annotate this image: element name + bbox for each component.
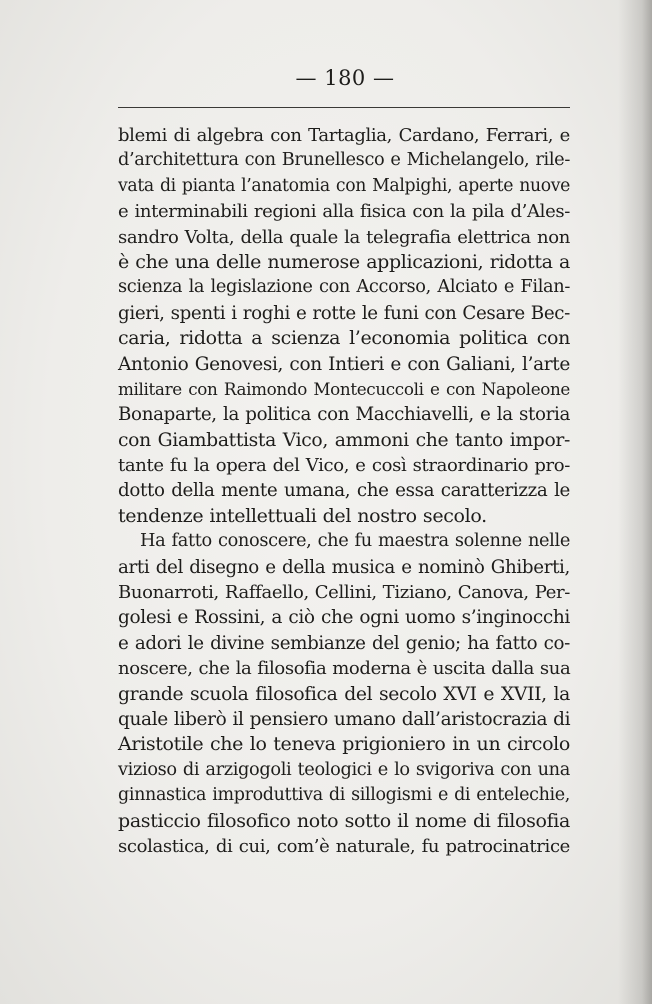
text-line: vizioso di arzigogoli teologici e lo svigoriva con una xyxy=(118,759,570,780)
text-line: scolastica, di cui, com’è naturale, fu patrocinatrice xyxy=(118,835,570,857)
text-line: militare con Raimondo Montecuccoli e con Napoleone xyxy=(118,378,570,399)
text-line: golesi e Rossini, a ciò che ogni uomo s’inginocchi xyxy=(118,607,570,629)
text-line: sandro Volta, della quale la telegrafia elettrica non xyxy=(118,226,570,248)
text-line: ginnastica improduttiva di sillogismi e di entelechie, xyxy=(118,785,570,806)
text-line: scienza la legislazione con Accorso, Alciato e Filan- xyxy=(118,277,570,298)
text-line: tendenze intellettuali del nostro secolo. xyxy=(118,504,487,527)
body-text xyxy=(118,123,570,859)
text-line: tante fu la opera del Vico, e così straordinario pro- xyxy=(118,455,570,477)
text-line: caria, ridotta a scienza l’economia politica con xyxy=(118,327,570,350)
text-line: pasticcio filosofico noto sotto il nome di filosofia xyxy=(118,809,570,832)
page-edge-shadow xyxy=(618,0,652,1004)
text-line: con Giambattista Vico, ammoni che tanto impor- xyxy=(118,429,570,451)
text-line: noscere, che la filosofia moderna è uscita dalla sua xyxy=(118,658,571,680)
text-line: Antonio Genovesi, con Intieri e con Galiani, l’arte xyxy=(118,353,570,375)
text-line: grande scuola filosofica del secolo XVI e XVII, la xyxy=(118,683,570,705)
text-line: vata di pianta l’anatomia con Malpighi, aperte nuove xyxy=(118,175,570,196)
text-line: Bonaparte, la politica con Macchiavelli, e la storia xyxy=(118,404,570,426)
text-line: dotto della mente umana, che essa caratterizza le xyxy=(118,480,570,502)
text-line: e interminabili regioni alla fisica con la pila d’Ales- xyxy=(118,201,570,223)
text-line: e adori le divine sembianze del genio; ha fatto co- xyxy=(118,632,570,654)
text-line: è che una delle numerose applicazioni, ridotta a xyxy=(118,250,570,273)
text-line: Ha fatto conoscere, che fu maestra solenne nelle xyxy=(140,531,570,552)
text-line: Buonarroti, Raffaello, Cellini, Tiziano, Canova, Per- xyxy=(118,582,570,604)
text-line: arti del disegno e della musica e nominò Ghiberti, xyxy=(118,556,570,578)
header-rule xyxy=(118,107,570,108)
text-line: quale liberò il pensiero umano dall’aristocrazia di xyxy=(118,708,571,730)
text-line: Aristotile che lo teneva prigioniero in un circolo xyxy=(118,733,570,756)
text-line: blemi di algebra con Tartaglia, Cardano, Ferrari, e xyxy=(118,125,570,146)
page-number: — 180 — xyxy=(295,66,395,90)
text-line: d’architettura con Brunellesco e Michelangelo, rile- xyxy=(118,150,570,171)
text-line: gieri, spenti i roghi e rotte le funi con Cesare Bec- xyxy=(118,302,570,324)
